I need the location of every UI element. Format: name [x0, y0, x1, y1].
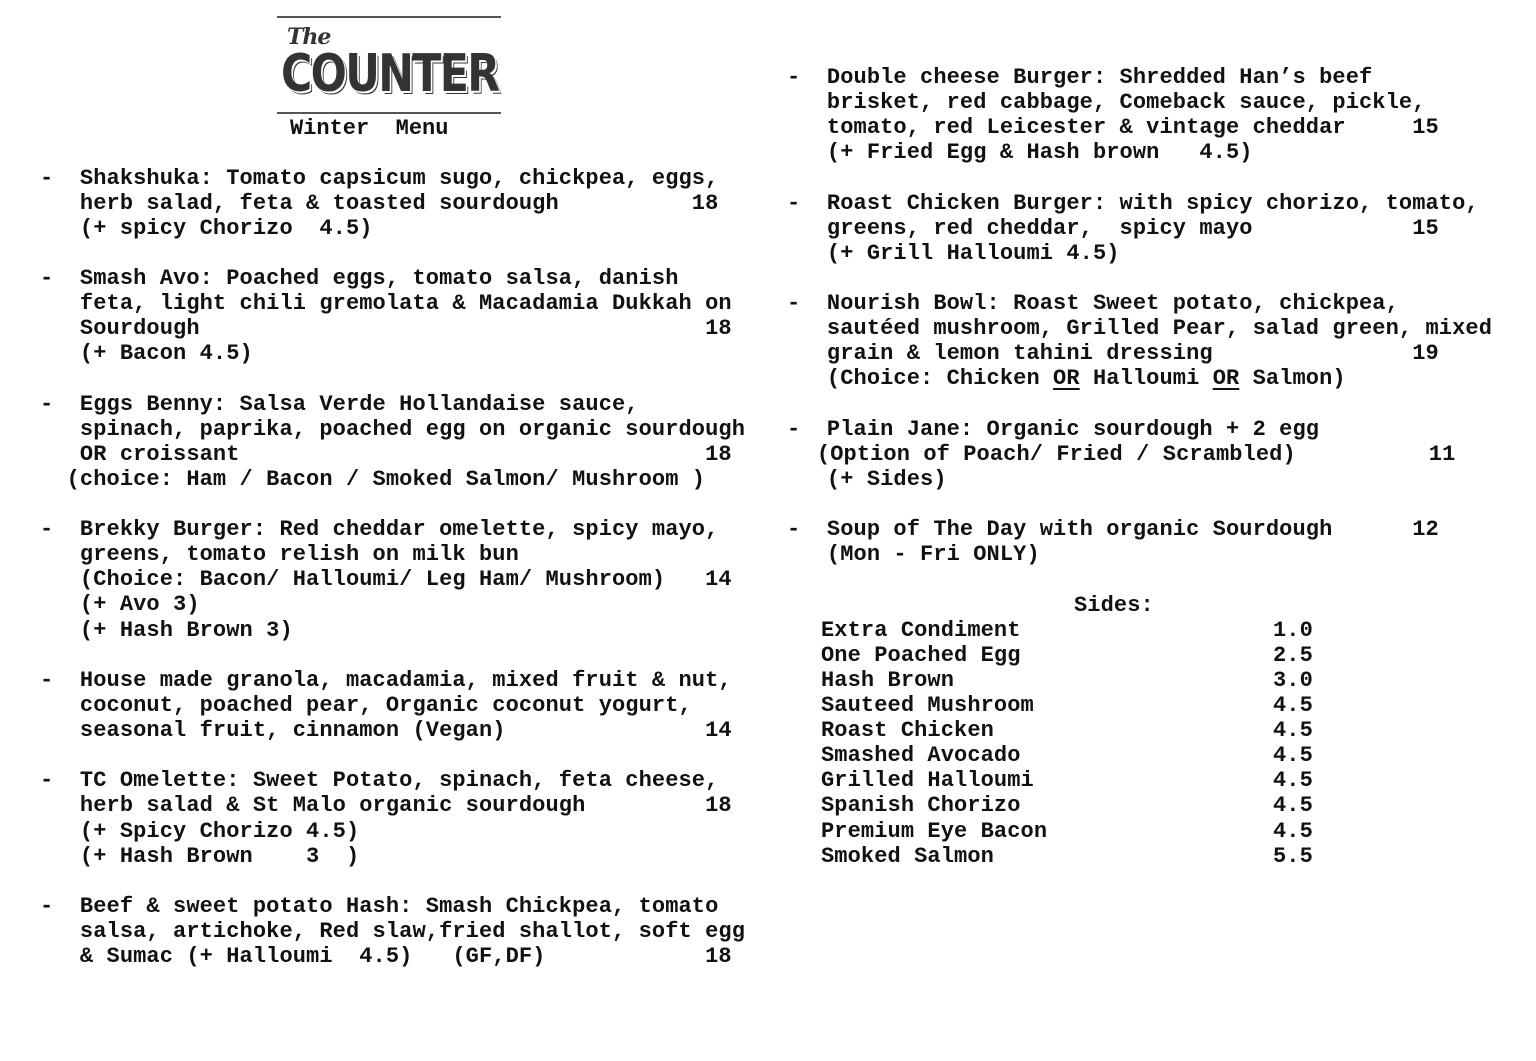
- menu-item-line: (Option of Poach/ Fried / Scrambled) 11: [777, 442, 1456, 467]
- menu-item-line: (+ Hash Brown 3): [40, 618, 293, 643]
- menu-item-line: salsa, artichoke, Red slaw,fried shallot, soft egg: [40, 919, 746, 944]
- menu-item-line: - Plain Jane: Organic sourdough + 2 egg: [787, 417, 1320, 442]
- menu-item-line: herb salad, feta & toasted sourdough 18: [40, 191, 719, 216]
- or-underlined: OR: [1212, 366, 1240, 391]
- menu-item-line: - Nourish Bowl: Roast Sweet potato, chickpea,: [787, 291, 1399, 316]
- menu-item-line: seasonal fruit, cinnamon (Vegan) 14: [40, 718, 732, 743]
- logo-bottom-rule: [277, 112, 501, 114]
- menu-item-line: (+ spicy Chorizo 4.5): [40, 216, 373, 241]
- side-item-price: 4.5: [1273, 819, 1313, 844]
- menu-item-line: Sourdough 18: [40, 316, 732, 341]
- menu-item-line: (+ Sides): [787, 467, 947, 492]
- logo-the-text: The: [287, 24, 331, 50]
- menu-item-line: grain & lemon tahini dressing 19: [787, 341, 1439, 366]
- side-item-price: 3.0: [1273, 668, 1313, 693]
- side-item-price: 4.5: [1273, 793, 1313, 818]
- side-item-name: Hash Brown: [821, 668, 955, 693]
- menu-item-line: (+ Spicy Chorizo 4.5): [40, 819, 360, 844]
- nourish-choice-line: (Choice: Chicken OR Halloumi OR Salmon): [787, 366, 1346, 391]
- menu-item-line: (+ Fried Egg & Hash brown 4.5): [787, 140, 1253, 165]
- menu-item-line: - Brekky Burger: Red cheddar omelette, spicy mayo,: [40, 517, 719, 542]
- side-item-name: One Poached Egg: [821, 643, 1021, 668]
- menu-item-line: (+ Avo 3): [40, 592, 200, 617]
- sides-heading: Sides:: [1074, 593, 1154, 618]
- side-item-price: 4.5: [1273, 718, 1313, 743]
- side-item-name: Roast Chicken: [821, 718, 994, 743]
- menu-item-line: greens, tomato relish on milk bun: [40, 542, 519, 567]
- menu-item-line: (Mon - Fri ONLY): [787, 542, 1040, 567]
- side-item-price: 4.5: [1273, 693, 1313, 718]
- menu-item-line: (+ Bacon 4.5): [40, 341, 253, 366]
- menu-item-line: feta, light chili gremolata & Macadamia Dukkah on: [40, 291, 732, 316]
- logo-counter-text: COUNTER: [281, 44, 499, 104]
- menu-item-line: coconut, poached pear, Organic coconut yogurt,: [40, 693, 692, 718]
- side-item-price: 4.5: [1273, 768, 1313, 793]
- menu-item-line: greens, red cheddar, spicy mayo 15: [787, 216, 1439, 241]
- menu-item-line: (Choice: Bacon/ Halloumi/ Leg Ham/ Mushroom) 14: [40, 567, 732, 592]
- menu-item-line: - Shakshuka: Tomato capsicum sugo, chickpea, eggs,: [40, 166, 719, 191]
- or-underlined: OR: [1053, 366, 1080, 391]
- side-item-price: 1.0: [1273, 618, 1313, 643]
- side-item-price: 5.5: [1273, 844, 1313, 869]
- menu-item-line: spinach, paprika, poached egg on organic sourdough: [40, 417, 746, 442]
- side-item-name: Smashed Avocado: [821, 743, 1021, 768]
- menu-item-line: - TC Omelette: Sweet Potato, spinach, feta cheese,: [40, 768, 719, 793]
- menu-item-line: OR croissant 18: [40, 442, 732, 467]
- side-item-price: 2.5: [1273, 643, 1313, 668]
- logo-top-rule: [277, 16, 501, 18]
- menu-item-line: - Eggs Benny: Salsa Verde Hollandaise sauce,: [40, 392, 639, 417]
- side-item-name: Grilled Halloumi: [821, 768, 1034, 793]
- menu-item-line: (+ Hash Brown 3 ): [40, 844, 360, 869]
- side-item-name: Spanish Chorizo: [821, 793, 1021, 818]
- menu-item-line: tomato, red Leicester & vintage cheddar 15: [787, 115, 1439, 140]
- menu-item-line: - Double cheese Burger: Shredded Han’s beef: [787, 65, 1373, 90]
- menu-item-line: - House made granola, macadamia, mixed fruit & nut,: [40, 668, 732, 693]
- logo: [277, 16, 501, 114]
- side-item-name: Premium Eye Bacon: [821, 819, 1048, 844]
- side-item-name: Extra Condiment: [821, 618, 1021, 643]
- menu-item-line: (+ Grill Halloumi 4.5): [787, 241, 1120, 266]
- menu-item-line: & Sumac (+ Halloumi 4.5) (GF,DF) 18: [40, 944, 732, 969]
- menu-item-line: - Soup of The Day with organic Sourdough 12: [787, 517, 1439, 542]
- side-item-name: Sauteed Mushroom: [821, 693, 1034, 718]
- menu-item-line: herb salad & St Malo organic sourdough 18: [40, 793, 732, 818]
- menu-subtitle: Winter Menu: [290, 116, 449, 141]
- menu-item-line: - Roast Chicken Burger: with spicy chorizo, tomato,: [787, 191, 1479, 216]
- menu-item-line: - Beef & sweet potato Hash: Smash Chickpea, tomato: [40, 894, 719, 919]
- menu-item-line: (choice: Ham / Bacon / Smoked Salmon/ Mushroom ): [40, 467, 706, 492]
- menu-item-line: sautéed mushroom, Grilled Pear, salad green, mixed: [787, 316, 1493, 341]
- side-item-name: Smoked Salmon: [821, 844, 994, 869]
- menu-item-line: - Smash Avo: Poached eggs, tomato salsa, danish: [40, 266, 679, 291]
- side-item-price: 4.5: [1273, 743, 1313, 768]
- menu-item-line: brisket, red cabbage, Comeback sauce, pickle,: [787, 90, 1426, 115]
